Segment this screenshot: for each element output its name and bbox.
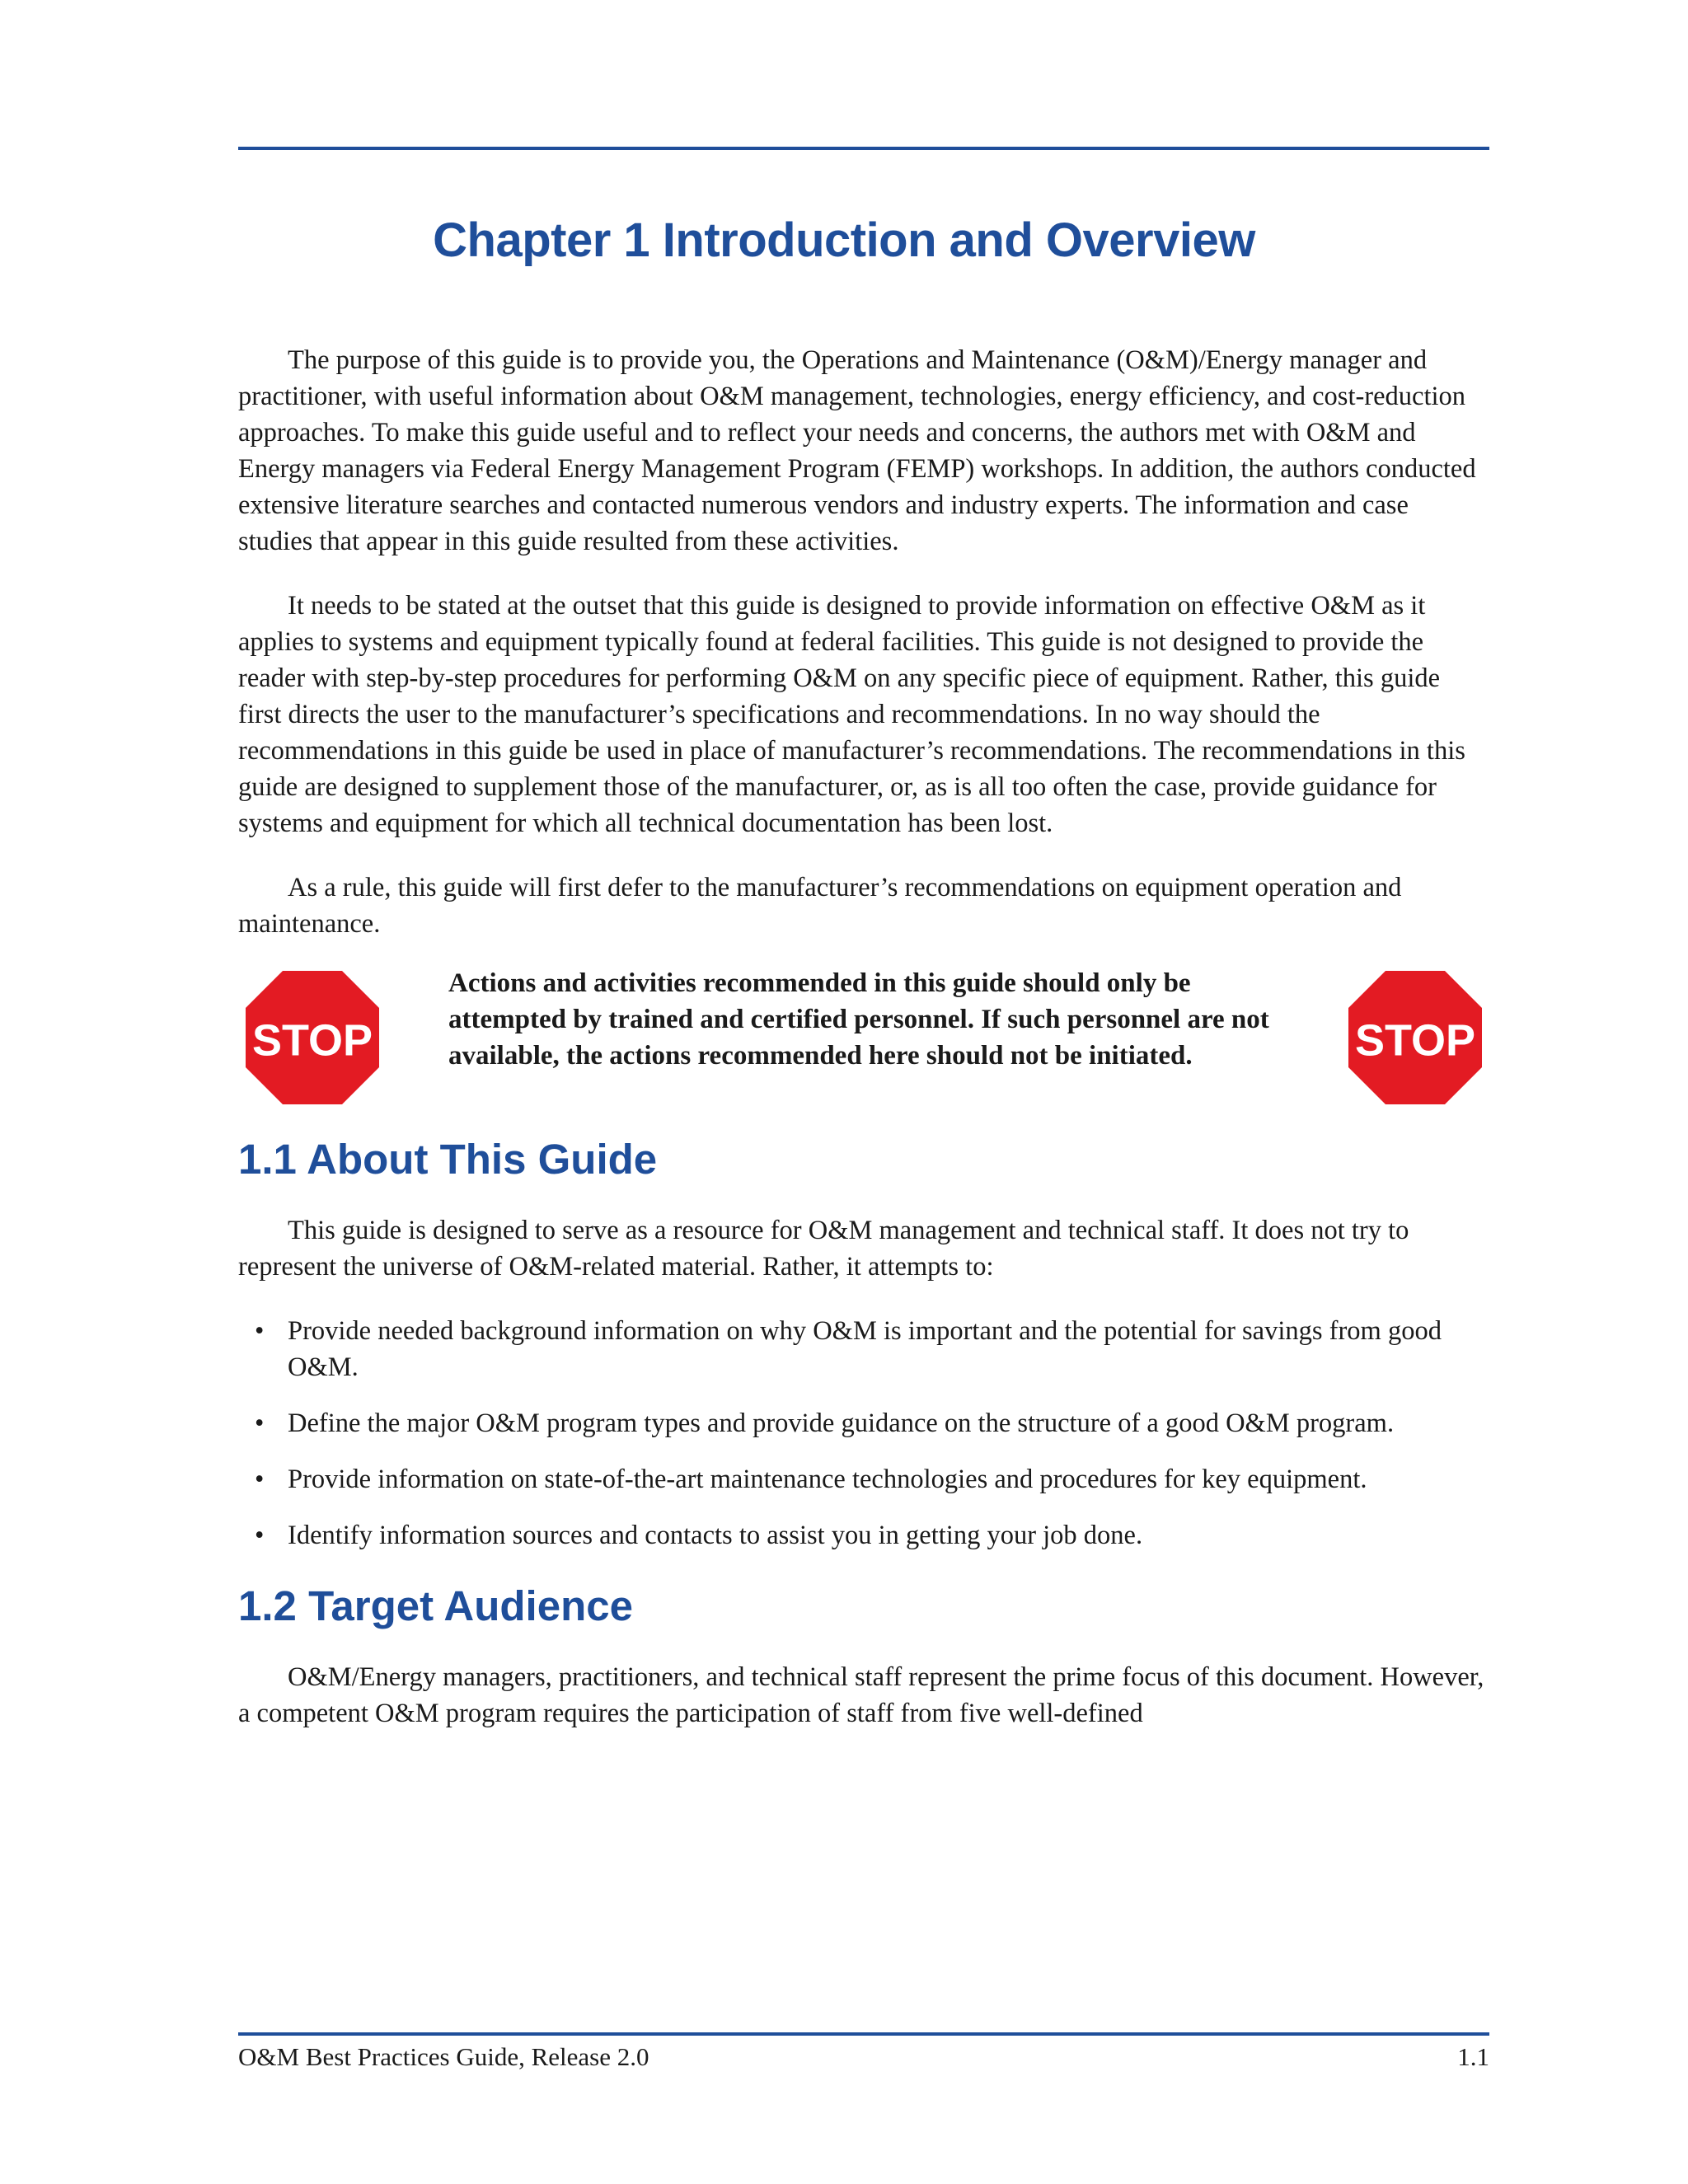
chapter-title: Chapter 1 Introduction and Overview xyxy=(433,213,1255,267)
about-guide-paragraph: This guide is designed to serve as a resource for O&M management and technical staff. It does not try to represent the universe of O&M-related material. Rather, it attempts to: xyxy=(238,1216,1409,1282)
bullet-icon: • xyxy=(255,1316,265,1346)
list-item xyxy=(238,1517,1489,1554)
list-item-text: Provide information on state-of-the-art maintenance technologies and procedures for key equipment. xyxy=(288,1465,1367,1494)
list-item xyxy=(238,1405,1489,1441)
stop-sign-icon xyxy=(238,963,387,1112)
intro-paragraph-1: The purpose of this guide is to provide you, the Operations and Maintenance (O&M)/Energy manager and practitioner, with useful information about O&M management, technologies, energy efficiency, and cost-reduction approaches. To make this guide useful and to reflect your needs and concerns, the authors met with O&M and Energy managers via Federal Energy Management Program (FEMP) workshops. In addition, the authors conducted extensive literature searches and contacted numerous vendors and industry experts. The information and case studies that appear in this guide resulted from these activities. xyxy=(238,345,1476,556)
section-heading-about-guide: 1.1 About This Guide xyxy=(238,1136,658,1183)
target-audience-paragraph: O&M/Energy managers, practitioners, and technical staff represent the prime focus of this document. However, a competent O&M program requires the participation of staff from five well-defined xyxy=(238,1662,1484,1728)
stop-sign-text: STOP xyxy=(1354,1015,1476,1066)
list-item-text: Provide needed background information on why O&M is important and the potential for savings from good O&M. xyxy=(288,1316,1442,1382)
header-rule xyxy=(238,147,1489,150)
bullet-icon: • xyxy=(255,1408,265,1438)
intro-paragraph-3: As a rule, this guide will first defer to the manufacturer’s recommendations on equipment operation and maintenance. xyxy=(238,873,1402,939)
footer-page-number: 1.1 xyxy=(1457,2042,1489,2071)
list-item-text: Identify information sources and contacts to assist you in getting your job done. xyxy=(288,1521,1143,1550)
stop-sign-icon xyxy=(1341,963,1489,1112)
intro-paragraph-2: It needs to be stated at the outset that this guide is designed to provide information on effective O&M as it applies to systems and equipment typically found at federal facilities. This guide is not designed to provide the reader with step-by-step procedures for performing O&M on any specific piece of equipment. Rather, this guide first directs the user to the manufacturer’s specifications and recommendations. In no way should the recommendations in this guide be used in place of manufacturer’s recommendations. The recommendations in this guide are designed to supplement those of the manufacturer, or, as is all too often the case, provide guidance for systems and equipment for which all technical documentation has been lost. xyxy=(238,591,1465,838)
page-content xyxy=(238,342,1489,1760)
bullet-icon: • xyxy=(255,1521,265,1550)
list-item xyxy=(238,1313,1489,1385)
warning-callout xyxy=(238,963,1489,1112)
warning-text: Actions and activities recommended in this guide should only be attempted by trained and certified personnel. If such personnel are not available, the actions recommended here should not be initiated. xyxy=(448,968,1269,1071)
section-heading-target-audience: 1.2 Target Audience xyxy=(238,1582,633,1629)
bullet-icon: • xyxy=(255,1465,265,1494)
footer-document-title: O&M Best Practices Guide, Release 2.0 xyxy=(238,2042,649,2071)
about-guide-bullet-list xyxy=(238,1313,1489,1554)
list-item xyxy=(238,1461,1489,1497)
list-item-text: Define the major O&M program types and provide guidance on the structure of a good O&M program. xyxy=(288,1408,1395,1438)
footer-rule xyxy=(238,2032,1489,2036)
stop-sign-text: STOP xyxy=(251,1015,373,1066)
